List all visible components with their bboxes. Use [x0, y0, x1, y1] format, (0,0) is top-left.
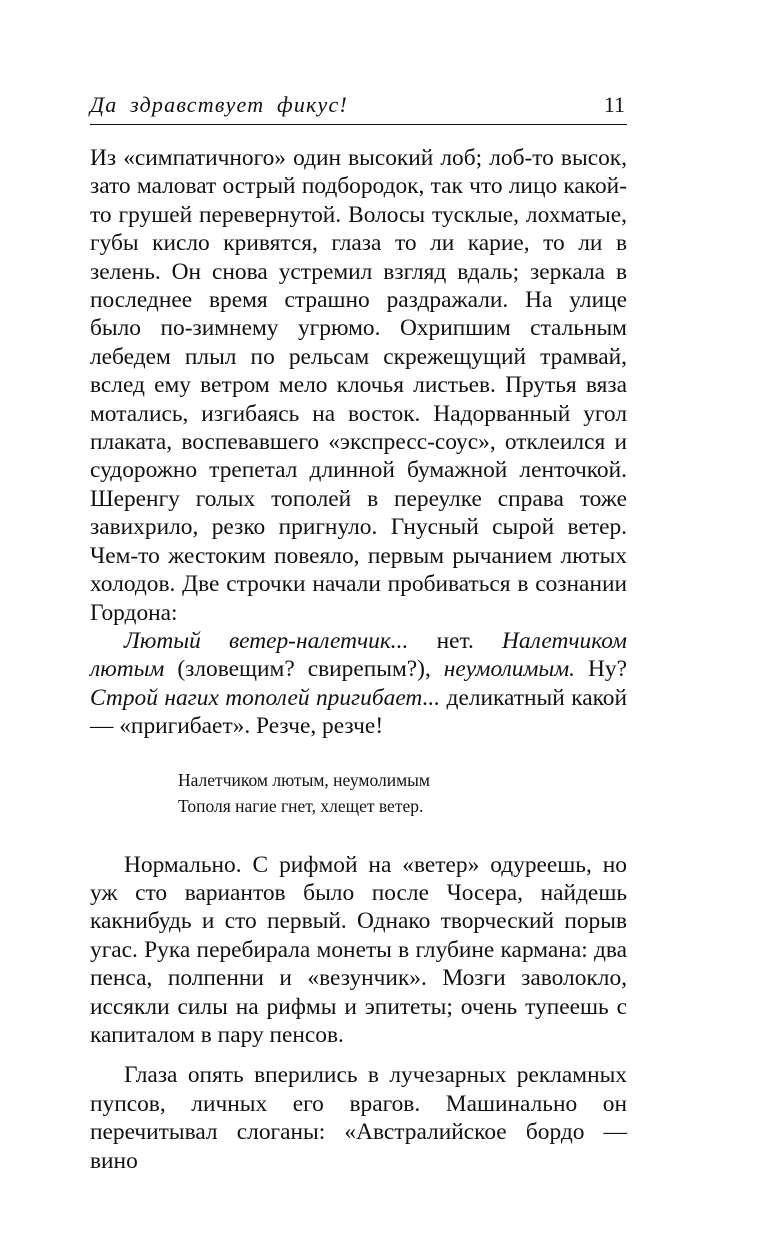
verse-draft-3: неумолимым.	[443, 656, 576, 683]
text-fragment: нет.	[408, 627, 503, 654]
text-fragment: (зловещим? свирепым?),	[164, 656, 444, 683]
verse-line-2: Тополя нагие гнет, хлещет ветер.	[178, 795, 424, 816]
paragraph-3: Нормально. С рифмой на «ветер» одуреешь, но уж сто вариантов было после Чосера, найдешь какнибудь и сто первый. Однако творческий порыв угас. Рука перебирала монеты в глубине кармана: два пенса, полпенни и «везунчик». Мозги заволокло, иссякли силы на рифмы и эпитеты; очень тупеешь с капиталом в пару пенсов.	[90, 851, 627, 1048]
running-head	[90, 92, 627, 125]
text-fragment: деликатный какой — «пригибает». Резче, резче!	[90, 684, 627, 740]
body-text	[90, 144, 627, 1175]
paragraph-2	[90, 627, 627, 741]
page-number: 11	[603, 92, 625, 117]
verse-line-1: Налетчиком лютым, неумолимым	[178, 769, 430, 790]
paragraph-gap	[90, 1049, 627, 1061]
verse-draft-4: Строй нагих тополей пригибает...	[90, 684, 441, 711]
verse-draft-1: Лютый ветер-налетчик...	[124, 627, 409, 654]
verse-draft-2: Налетчиком лютым	[90, 627, 627, 683]
paragraph-1: Из «симпатичного» один высокий лоб; лоб-то высок, зато маловат острый подбородок, так что лицо какой-то грушей перевернутой. Волосы тусклые, лохматые, губы кисло кривятся, глаза то ли карие, то ли в зелень. Он снова устремил взгляд вдаль; зеркала в последнее время страшно раздражали. На улице было по-зимнему угрюмо. Охрипшим стальным лебедем плыл по рельсам скрежещущий трамвай, вслед ему ветром мело клочья листьев. Прутья вяза мотались, изгибаясь на восток. Надорванный угол плаката, воспевавшего «экспресс-соус», отклеился и судорожно трепетал длинной бумажной ленточкой. Шеренгу голых тополей в переулке справа тоже завихрило, резко пригнуло. Гнусный сырой ветер. Чем-то жестоким повеяло, первым рычанием лютых холодов. Две строчки начали пробиваться в сознании Гордона:	[90, 145, 627, 626]
verse-block	[178, 767, 627, 819]
running-title: Да здравствует фикус!	[90, 92, 348, 117]
text-fragment: Ну?	[575, 656, 627, 683]
paragraph-4: Глаза опять вперились в лучезарных рекламных пупсов, личных его врагов. Машинально он перечитывал слоганы: «Австралийское бордо — вино	[90, 1062, 627, 1174]
